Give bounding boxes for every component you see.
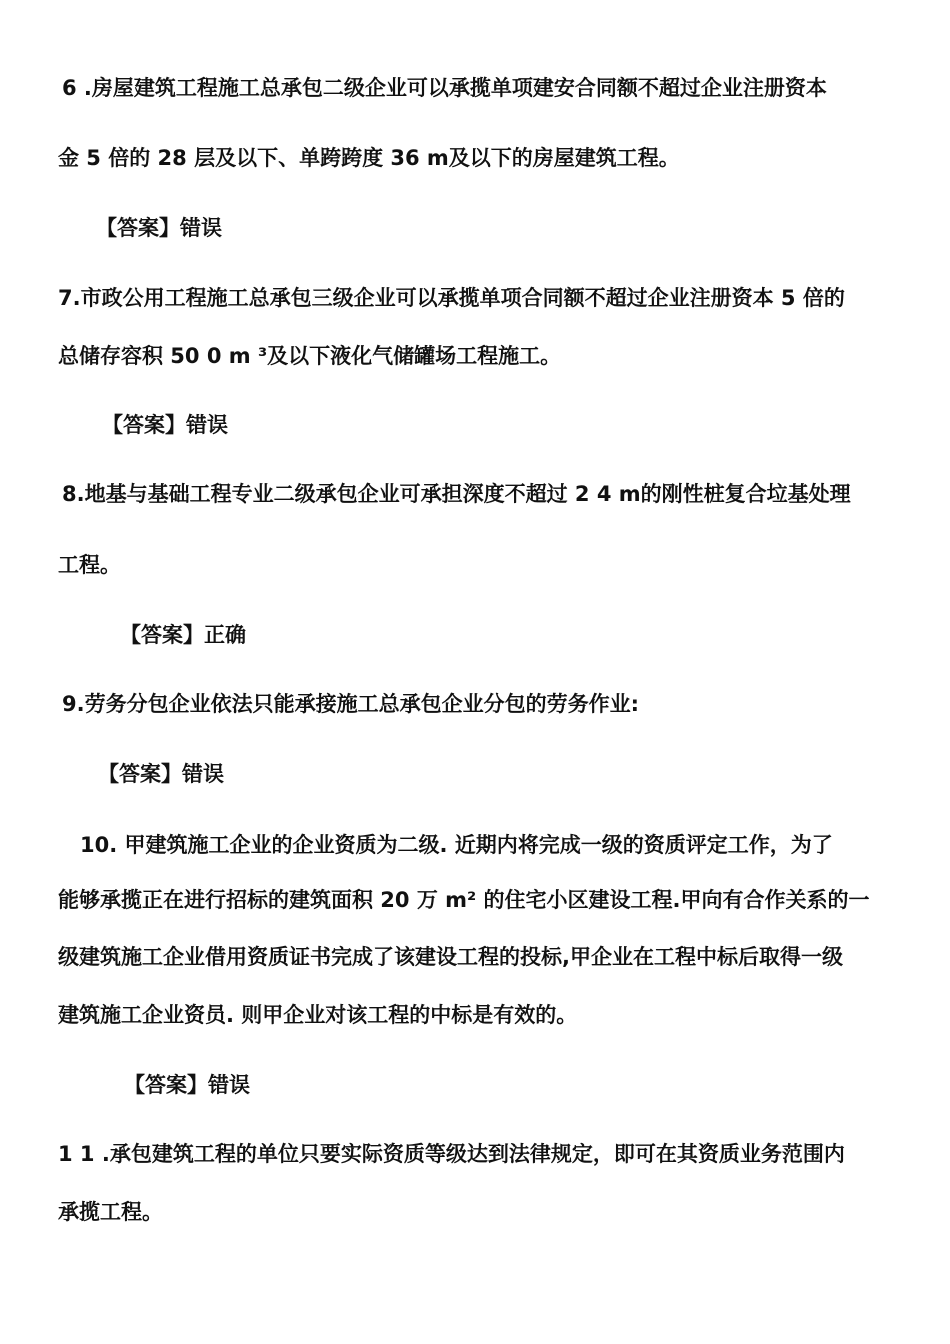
question-10-answer: 【答案】错误 — [124, 1073, 250, 1097]
question-6-answer: 【答案】错误 — [96, 216, 222, 240]
question-11-line-1: 1 1 .承包建筑工程的单位只要实际资质等级达到法律规定，即可在其资质业务范围内 — [58, 1142, 845, 1166]
question-7-line-1: 7.市政公用工程施工总承包三级企业可以承揽单项合同额不超过企业注册资本 5 倍的 — [58, 286, 845, 310]
question-8-answer: 【答案】正确 — [120, 623, 246, 647]
question-7-answer: 【答案】错误 — [102, 413, 228, 437]
question-6-line-1: 6 .房屋建筑工程施工总承包二级企业可以承揽单项建安合同额不超过企业注册资本 — [62, 76, 827, 100]
question-9-line-1: 9.劳务分包企业依法只能承接施工总承包企业分包的劳务作业: — [62, 692, 639, 716]
question-6-line-2: 金 5 倍的 28 层及以下、单跨跨度 36 m及以下的房屋建筑工程。 — [58, 146, 680, 170]
question-10-line-1: 10. 甲建筑施工企业的企业资质为二级. 近期内将完成一级的资质评定工作，为了 — [80, 833, 833, 857]
question-11-line-2: 承揽工程。 — [58, 1200, 163, 1224]
question-10-line-4: 建筑施工企业资员. 则甲企业对该工程的中标是有效的。 — [58, 1003, 578, 1027]
question-8-line-2: 工程。 — [58, 553, 121, 577]
question-8-line-1: 8.地基与基础工程专业二级承包企业可承担深度不超过 2 4 m的刚性桩复合垃基处理 — [62, 482, 851, 506]
question-7-line-2: 总储存容积 50 0 m ³及以下液化气储罐场工程施工。 — [58, 344, 562, 368]
question-9-answer: 【答案】错误 — [98, 762, 224, 786]
question-10-line-3: 级建筑施工企业借用资质证书完成了该建设工程的投标,甲企业在工程中标后取得一级 — [58, 945, 843, 969]
question-10-line-2: 能够承揽正在进行招标的建筑面积 20 万 m² 的住宅小区建设工程.甲向有合作关系的一 — [58, 888, 870, 912]
